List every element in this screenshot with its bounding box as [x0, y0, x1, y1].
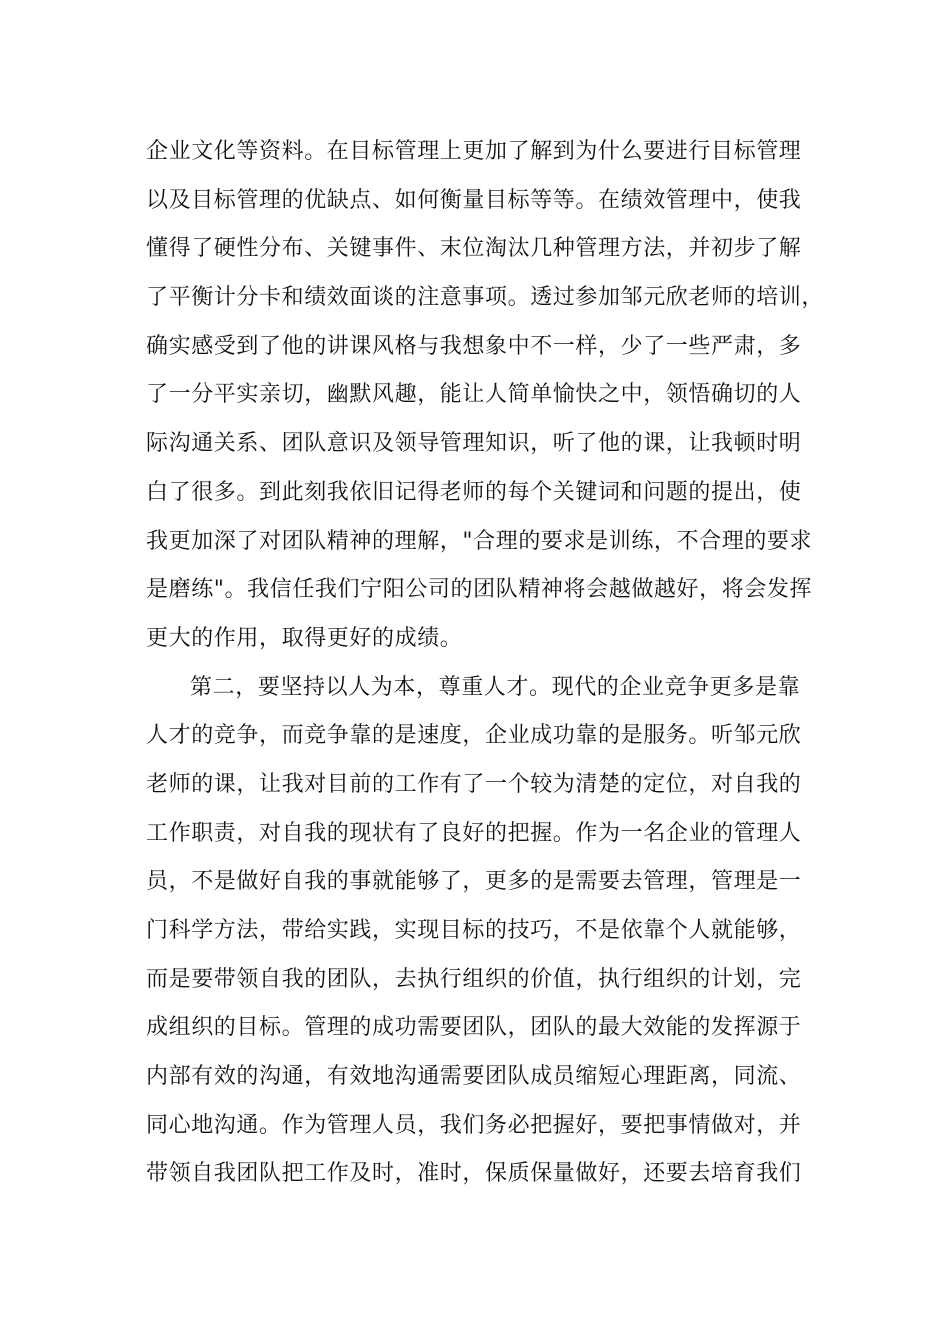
text-line: 白了很多。到此刻我依旧记得老师的每个关键词和问题的提出，使	[146, 479, 802, 505]
text-line: 内部有效的沟通，有效地沟通需要团队成员缩短心理距离，同流、	[146, 1064, 802, 1090]
text-line: 了一分平实亲切，幽默风趣，能让人简单愉快之中，领悟确切的人	[146, 382, 802, 408]
text-line: 懂得了硬性分布、关键事件、末位淘汰几种管理方法，并初步了解	[146, 236, 802, 262]
body-text	[146, 128, 826, 1199]
text-line: 是磨练"。我信任我们宁阳公司的团队精神将会越做越好，将会发挥	[146, 577, 813, 603]
text-line: 人才的竞争，而竞争靠的是速度，企业成功靠的是服务。听邹元欣	[146, 723, 802, 749]
text-line: 企业文化等资料。在目标管理上更加了解到为什么要进行目标管理	[146, 139, 802, 164]
text-line: 际沟通关系、团队意识及领导管理知识，听了他的课，让我顿时明	[146, 431, 802, 457]
text-line: 带领自我团队把工作及时，准时，保质保量做好，还要去培育我们	[146, 1161, 802, 1187]
text-line: 门科学方法，带给实践，实现目标的技巧，不是依靠个人就能够，	[146, 918, 802, 943]
text-line: 同心地沟通。作为管理人员，我们务必把握好，要把事情做对，并	[146, 1112, 802, 1138]
text-line: 确实感受到了他的讲课风格与我想象中不一样，少了一些严肃，多	[146, 333, 802, 359]
text-line: 以及目标管理的优缺点、如何衡量目标等等。在绩效管理中，使我	[146, 187, 802, 213]
text-line: 员，不是做好自我的事就能够了，更多的是需要去管理，管理是一	[146, 869, 802, 895]
text-line: 更大的作用，取得更好的成绩。	[146, 625, 463, 651]
text-line: 了平衡计分卡和绩效面谈的注意事项。透过参加邹元欣老师的培训，	[146, 285, 825, 311]
text-line: 而是要带领自我的团队，去执行组织的价值，执行组织的计划，完	[146, 966, 802, 992]
text-line: 老师的课，让我对目前的工作有了一个较为清楚的定位，对自我的	[146, 771, 802, 797]
text-line: 我更加深了对团队精神的理解，"合理的要求是训练，不合理的要求	[146, 528, 813, 554]
paragraph-start-line: 第二，要坚持以人为本，尊重人才。现代的企业竞争更多是靠	[190, 674, 801, 700]
text-line: 成组织的目标。管理的成功需要团队，团队的最大效能的发挥源于	[146, 1015, 802, 1041]
text-line: 工作职责，对自我的现状有了良好的把握。作为一名企业的管理人	[146, 820, 802, 846]
